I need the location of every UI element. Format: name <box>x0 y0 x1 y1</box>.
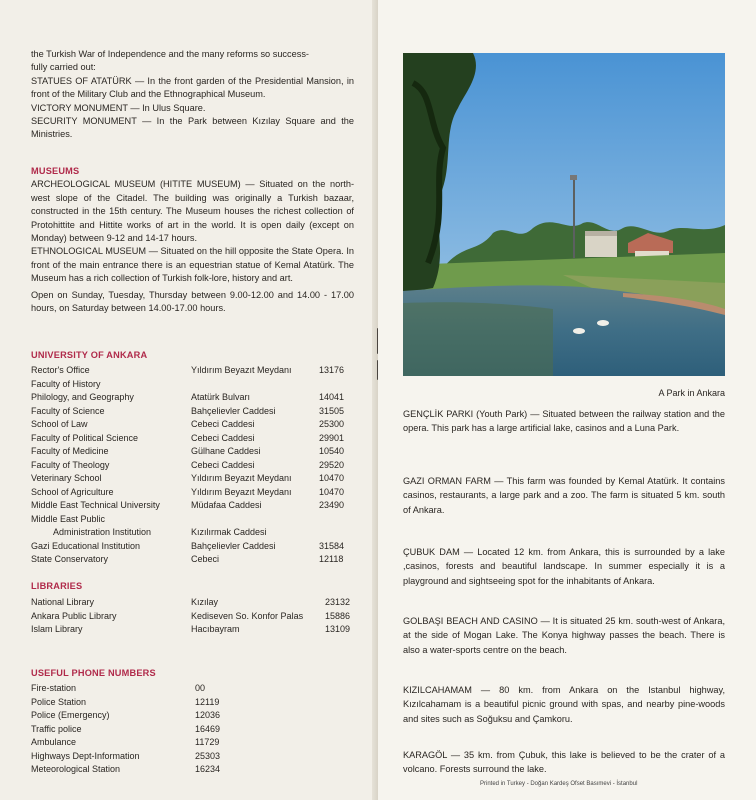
table-cell: School of Law <box>31 419 88 430</box>
table-cell: 15886 <box>325 610 351 621</box>
table-row <box>31 432 354 446</box>
museums-heading: MUSEUMS <box>31 166 80 176</box>
entry-gazi-orman-farm <box>403 474 725 517</box>
table-cell: 29520 <box>319 459 345 470</box>
table-cell: Müdafaa Caddesi <box>191 500 262 511</box>
libraries-heading: LIBRARIES <box>31 581 83 591</box>
libraries-table <box>31 596 354 637</box>
table-cell: 00 <box>195 683 206 694</box>
table-row <box>31 364 354 378</box>
table-cell: Faculty of Science <box>31 405 105 416</box>
table-cell: Kediseven So. Konfor Palas <box>191 610 304 621</box>
entry-text: ÇUBUK DAM — Located 12 km. from Ankara, this is surrounded by a lake ,casinos, forests and beautiful landscape. In summer especially it is a playground and sightseeing spot for the inhabitants of Ankara. <box>403 547 725 586</box>
table-row <box>31 610 354 624</box>
table-row <box>31 682 220 696</box>
table-row <box>31 486 354 500</box>
table-cell: 10470 <box>319 486 345 497</box>
table-cell: 11729 <box>195 737 220 748</box>
table-cell: Hacıbayram <box>191 624 240 635</box>
table-cell: Faculty of Political Science <box>31 432 139 443</box>
table-row <box>31 709 220 723</box>
entry-cubuk-dam <box>403 545 725 588</box>
table-cell: Yıldırım Beyazıt Meydanı <box>191 486 292 497</box>
table-cell: Meteorological Station <box>31 764 121 775</box>
table-cell: Gazi Educational Institution <box>31 540 141 551</box>
intro-block <box>31 48 354 142</box>
table-cell: School of Agriculture <box>31 486 114 497</box>
table-row <box>31 445 354 459</box>
table-cell <box>191 513 319 527</box>
monument-victory: VICTORY MONUMENT — In Ulus Square. <box>31 102 206 113</box>
phones-table <box>31 682 220 777</box>
entry-text: KIZILCAHAMAM — 80 km. from Ankara on the Istanbul highway, Kızılcahamam is a beautiful picnic ground with spas, and nearby pine-woods and sites such as Soğuksu and Çamkoru. <box>403 685 725 724</box>
table-cell: 14041 <box>319 392 345 403</box>
entry-text: GAZI ORMAN FARM — This farm was founded by Kemal Atatürk. It contains casinos, restaurants, a large park and a zoo. The farm is situated 5 km. south of Ankara. <box>403 476 725 515</box>
table-cell: 31505 <box>319 405 345 416</box>
table-cell: Faculty of Theology <box>31 459 110 470</box>
entry-genclik-parki <box>403 407 725 436</box>
table-row <box>31 513 354 527</box>
university-section <box>31 349 354 567</box>
table-cell: 12118 <box>319 554 344 565</box>
table-row <box>31 553 354 567</box>
intro-line: fully carried out: <box>31 62 96 73</box>
table-cell <box>319 513 354 527</box>
phones-section <box>31 667 354 777</box>
table-row <box>31 750 220 764</box>
table-cell: State Conservatory <box>31 554 109 565</box>
table-cell: Cebeci Caddesi <box>191 432 255 443</box>
table-cell: Ambulance <box>31 737 77 748</box>
table-cell: Yıldırım Beyazıt Meydanı <box>191 473 292 484</box>
table-cell <box>191 378 319 392</box>
museums-section <box>31 165 354 315</box>
table-cell: 16234 <box>195 764 221 775</box>
table-cell: Police (Emergency) <box>31 710 110 721</box>
table-cell: Highways Dept-Information <box>31 750 140 761</box>
table-cell: 31584 <box>319 540 345 551</box>
table-row <box>31 736 220 750</box>
table-cell: Cebeci Caddesi <box>191 459 255 470</box>
museum-hours: Open on Sunday, Tuesday, Thursday between 9.00-12.00 and 14.00 - 17.00 hours, on Saturday between 14.00-17.00 hours. <box>31 289 354 314</box>
table-row <box>31 499 354 513</box>
table-cell: 12036 <box>195 710 221 721</box>
table-cell: Faculty of Medicine <box>31 446 109 457</box>
table-cell: Fire-station <box>31 683 77 694</box>
table-cell: 10540 <box>319 446 345 457</box>
table-cell: 10470 <box>319 473 345 484</box>
photo-caption: A Park in Ankara <box>658 388 725 398</box>
entry-karagol <box>403 748 725 777</box>
university-heading: UNIVERSITY OF ANKARA <box>31 350 148 360</box>
table-row <box>31 596 354 610</box>
table-row <box>31 405 354 419</box>
table-cell: Bahçelievler Caddesi <box>191 540 276 551</box>
table-cell <box>319 378 354 392</box>
table-row <box>31 526 354 540</box>
table-cell: Middle East Technical University <box>31 500 160 511</box>
entry-text: GENÇLİK PARKI (Youth Park) — Situated between the railway station and the opera. This park has a large artificial lake, casinos and a Luna Park. <box>403 409 725 434</box>
table-row <box>31 763 220 777</box>
entry-text: GOLBAŞI BEACH AND CASINO — It is situated 25 km. south-west of Ankara, at the side of Mogan Lake. The Konya highway passes the beach. There is also a water-sports centre on the beach. <box>403 616 725 655</box>
museum-ethnological: ETHNOLOGICAL MUSEUM — Situated on the hill opposite the State Opera. In front of the main entrance there is an equestrian statue of Kemal Atatürk. The Museum has a rich collection of Turkish folk-lore, history and art. <box>31 246 354 284</box>
table-cell: 12119 <box>195 696 220 707</box>
entry-golbasi-beach <box>403 614 725 657</box>
table-cell: National Library <box>31 597 95 608</box>
intro-line: the Turkish War of Independence and the many reforms so success- <box>31 49 309 59</box>
table-cell: Traffic police <box>31 723 82 734</box>
table-cell: 25300 <box>319 419 345 430</box>
university-table <box>31 364 354 567</box>
park-photo <box>403 53 725 376</box>
table-cell: Administration Institution <box>53 527 152 538</box>
table-row <box>31 472 354 486</box>
table-cell: 23490 <box>319 500 345 511</box>
entry-kizilcahamam <box>403 683 725 726</box>
table-cell <box>319 526 354 540</box>
table-cell: Middle East Public <box>31 513 106 524</box>
table-cell: Cebeci <box>191 554 220 565</box>
table-cell: 13109 <box>325 624 351 635</box>
table-row <box>31 623 354 637</box>
table-cell: Faculty of History <box>31 378 101 389</box>
table-cell: Ankara Public Library <box>31 610 117 621</box>
table-cell: Veterinary School <box>31 473 102 484</box>
printer-line: Printed in Turkey - Doğan Kardeş Ofset Basımevi - İstanbul <box>480 781 638 787</box>
table-cell: Philology, and Geography <box>31 392 134 403</box>
table-cell: 25303 <box>195 750 221 761</box>
monument-security: SECURITY MONUMENT — In the Park between Kızılay Square and the Ministries. <box>31 116 354 140</box>
table-cell: Rector's Office <box>31 365 90 376</box>
table-cell: Yıldırım Beyazıt Meydanı <box>191 365 292 376</box>
museum-archeological: ARCHEOLOGICAL MUSEUM (HITITE MUSEUM) — Situated on the north-west slope of the Citadel. The building was originally a Turkish bazaar, constructed in the 15th century. The Museum houses the richest collection of Protohittite and Hittite works of art in the world. It is open daily (except on Monday) between 9-12 and 14-17 hours. <box>31 179 354 244</box>
libraries-section <box>31 580 354 637</box>
table-row <box>31 391 354 405</box>
entry-text: KARAGÖL — 35 km. from Çubuk, this lake is believed to be the crater of a volcano. Forests surround the lake. <box>403 750 725 775</box>
table-cell: Police Station <box>31 696 87 707</box>
table-cell: 13176 <box>319 365 345 376</box>
table-row <box>31 696 220 710</box>
table-cell: Kızılay <box>191 597 219 608</box>
table-row <box>31 418 354 432</box>
table-cell: Bahçelievler Caddesi <box>191 405 276 416</box>
table-cell: Kızılırmak Caddesi <box>191 527 267 538</box>
table-cell: Cebeci Caddesi <box>191 419 255 430</box>
table-row <box>31 723 220 737</box>
table-cell: Islam Library <box>31 624 83 635</box>
monument-statues-atatürk: STATUES OF ATATÜRK — In the front garden of the Presidential Mansion, in front of the Military Club and the Ethnographical Museum. <box>31 75 354 100</box>
phones-heading: USEFUL PHONE NUMBERS <box>31 668 156 678</box>
table-cell: 29901 <box>319 432 345 443</box>
table-cell: Atatürk Bulvarı <box>191 392 251 403</box>
table-cell: 16469 <box>195 723 221 734</box>
table-cell: Gülhane Caddesi <box>191 446 261 457</box>
table-row <box>31 459 354 473</box>
table-cell: 23132 <box>325 597 351 608</box>
table-row <box>31 540 354 554</box>
table-row <box>31 378 354 392</box>
